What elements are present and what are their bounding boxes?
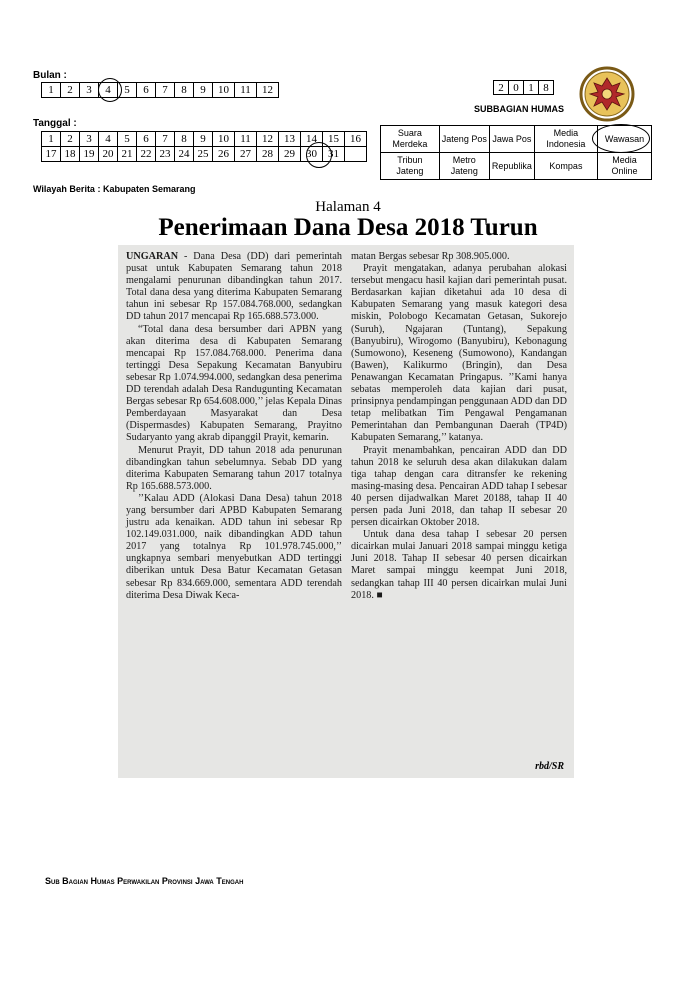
subbagian-humas-label: SUBBAGIAN HUMAS [474,104,564,114]
media-cell: Tribun Jateng [381,153,440,180]
day-cell: 30 [301,147,323,162]
media-cell: Jateng Pos [439,126,489,153]
article-paragraph: matan Bergas sebesar Rp 308.905.000. [351,251,510,262]
day-cell: 14 [301,132,323,147]
article-title: Penerimaan Dana Desa 2018 Turun [158,214,538,241]
day-cell: 16 [345,132,367,147]
selected-month-circle [98,78,122,102]
year-digit: 0 [509,81,524,95]
day-cell [345,147,367,162]
day-cell: 31 [323,147,345,162]
wilayah-berita: Wilayah Berita : Kabupaten Semarang [33,184,196,194]
article-paragraph: Prayit mengatakan, adanya perubahan alokasi tersebut mengacu hasil kajian dari pemerintah pusat. Berdasarkan kajian diketahui ada 10 desa di Kabupaten Semarang yang masuk kategori desa miskin, Polobogo Kecamatan Getasan, Sukorejo (Suruh), Ngajaran (Tuntang), Sepakung (Banyubiru), Wirogomo (Banyubiru), Kebonagung (Sumowono), Keseneng (Sumowono), Kandangan (Bawen), Kalikurmo (Bringin), dan Desa Penawangan Kecamatan Pringapus. ’’Kami hanya sebatas memperoleh data kajian dari pusat, prinsipnya pendampingan penggunaan ADD dan DD tetap melibatkan Tim Pengawal Pengamanan Pemerintahan dan Pembangunan Daerah (TP4D) Kabupaten Semarang,’’ katanya. [351,263,567,444]
day-cell: 2 [61,132,80,147]
newspaper-clipping [118,245,574,778]
article-paragraph [126,251,342,324]
tanggal-label: Tanggal : [33,118,77,129]
month-cell: 8 [175,83,194,98]
media-cell: Suara Merdeka [381,126,440,153]
year-digit: 2 [494,81,509,95]
month-cell: 5 [118,83,137,98]
day-cell: 24 [175,147,194,162]
article-column-1 [126,251,342,602]
article-paragraph: Menurut Prayit, DD tahun 2018 ada penurunan dibandingkan tahun sebelumnya. Sebab DD yang diterima Kabupaten Semarang tahun 2017 totalnya Rp 165.688.573.000. [126,444,342,492]
year-digit: 1 [524,81,539,95]
media-cell: Metro Jateng [439,153,489,180]
day-cell: 15 [323,132,345,147]
month-cell: 7 [156,83,175,98]
month-cell: 11 [235,83,257,98]
day-cell: 27 [235,147,257,162]
media-cell: Republika [489,153,534,180]
day-cell: 9 [194,132,213,147]
year-digit: 8 [539,81,554,95]
day-cell: 26 [213,147,235,162]
media-cell: Kompas [534,153,597,180]
page-number: Halaman 4 [315,199,381,215]
article-paragraph: Untuk dana desa tahap I sebesar 20 persen dicairkan mulai Januari 2018 sampai minggu ketiga Juni 2018. Tahap II sebesar 40 persen dicairkan Maret sampai minggu keempat Juni 2018, sedangkan tahap III 40 persen dicairkan mulai Juni 2018. ■ [351,529,567,601]
day-cell: 4 [99,132,118,147]
dateline: UNGARAN [126,251,179,262]
day-cell: 25 [194,147,213,162]
article-text: - Dana Desa (DD) dari pemerintah pusat untuk Kabupaten Semarang tahun 2018 mengalami penurunan dibandingkan tahun 2017. Total dana desa yang diterima Kabupaten Semarang tahun ini sebesar Rp 157.084.768.000, sedangkan DD tahun 2017 mencapai Rp 165.688.573.000. [126,251,342,323]
author-signature: rbd/SR [535,761,564,772]
day-cell: 23 [156,147,175,162]
day-cell: 17 [42,147,61,162]
day-cell: 18 [61,147,80,162]
media-cell: Jawa Pos [489,126,534,153]
month-cell: 10 [213,83,235,98]
day-cell: 1 [42,132,61,147]
day-cell: 20 [99,147,118,162]
article-paragraph: Prayit menambahkan, pencairan ADD dan DD tahun 2018 ke seluruh desa akan dilakukan dalam tiga tahap dengan cara ditransfer ke rekening masing-masing desa. Pencairan ADD tahap I sebesar 40 persen dijadwalkan Maret 20188, tahap II 40 persen pada Juni 2018, dan tahap II sebesar 20 persen dicairkan Oktober 2018. [351,444,567,529]
media-cell: Media Online [598,153,652,180]
selected-day-circle [306,142,332,168]
day-cell: 19 [80,147,99,162]
month-grid [41,82,279,98]
bulan-label: Bulan : [33,70,67,81]
footer-office: Sub Bagian Humas Perwakilan Provinsi Jawa Tengah [45,876,244,886]
month-cell: 1 [42,83,61,98]
month-cell: 4 [99,83,118,98]
article-paragraph: “Total dana desa bersumber dari APBN yang akan diterima desa di Kabupaten Semarang mencapai Rp 157.084.768.000. Penerima dana tertinggi Desa Sepakung Kecamatan Banyubiru sebesar Rp 1.074.994.000, sedangkan desa penerima DD terendah adalah Desa Randugunting Kecamatan Bergas sebesar Rp 654.608.000,’’ jelas Kepala Dinas Pemberdayaan Masyarakat dan Desa (Dispermasdes) Kabupaten Semarang, Prayitno Sudaryanto yang akrab dipanggil Prayit, kemarin. [126,323,342,444]
day-cell: 21 [118,147,137,162]
month-cell: 3 [80,83,99,98]
day-cell: 13 [279,132,301,147]
year-box [493,80,554,95]
media-cell: Wawasan [598,126,652,153]
month-cell: 6 [137,83,156,98]
day-cell: 12 [257,132,279,147]
day-cell: 28 [257,147,279,162]
day-cell: 3 [80,132,99,147]
day-cell: 5 [118,132,137,147]
day-cell: 7 [156,132,175,147]
day-cell: 22 [137,147,156,162]
day-cell: 6 [137,132,156,147]
month-cell: 9 [194,83,213,98]
month-cell: 12 [257,83,279,98]
month-cell: 2 [61,83,80,98]
day-cell: 11 [235,132,257,147]
selected-media-circle [592,124,650,153]
garuda-emblem-icon [576,66,638,122]
media-cell: Media Indonesia [534,126,597,153]
day-cell: 10 [213,132,235,147]
article-column-2 [351,251,567,602]
day-cell: 29 [279,147,301,162]
day-cell: 8 [175,132,194,147]
article-paragraph: ’’Kalau ADD (Alokasi Dana Desa) tahun 2018 yang bersumber dari APBD Kabupaten Semarang justru ada kenaikan. ADD tahun ini sebesar Rp 102.149.031.000, naik dibandingkan ADD tahun 2017 yang totalnya Rp 101.978.745.000,’’ ungkapnya sembari menyebutkan ADD tertinggi diberikan untuk Desa Batur Kecamatan Getasan sebesar Rp 834.669.000, sementara ADD terendah diterima Desa Diwak Keca- [126,492,342,601]
